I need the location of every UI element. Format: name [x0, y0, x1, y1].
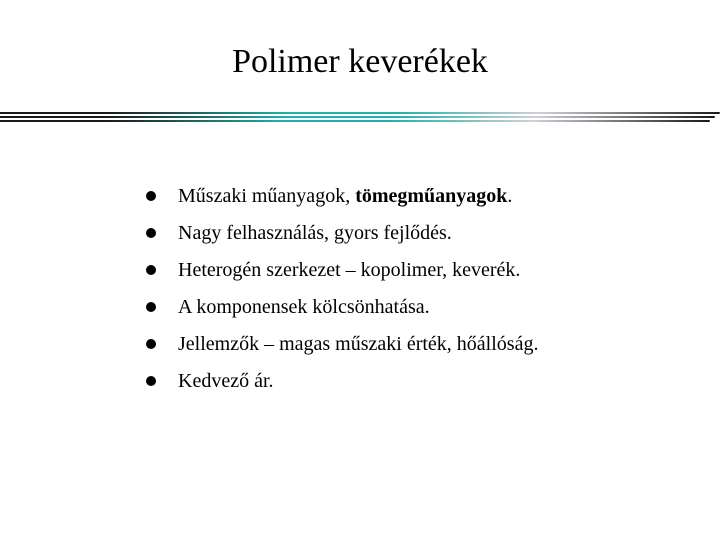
bullet-text — [178, 326, 538, 363]
bullet-text-segment: Kedvező ár. — [178, 370, 274, 392]
bullet-text — [178, 178, 512, 215]
bullet-text-segment: Heterogén szerkezet – kopolimer, keverék. — [178, 259, 521, 281]
bullet-dot-icon — [146, 191, 156, 201]
bullet-text — [178, 289, 430, 326]
bullet-text-segment: Nagy felhasználás, gyors fejlődés. — [178, 222, 452, 244]
bullet-dot-icon — [146, 376, 156, 386]
bullet-text-segment: A komponensek kölcsönhatása. — [178, 296, 430, 318]
slide-title: Polimer keverékek — [232, 43, 488, 80]
bullet-dot-icon — [146, 302, 156, 312]
bullet-text — [178, 252, 520, 289]
rule-line-1 — [0, 112, 720, 114]
bullet-text-segment: Jellemzők – magas műszaki érték, hőállóság. — [178, 333, 539, 355]
bullet-dot-icon — [146, 265, 156, 275]
bullet-text — [178, 363, 274, 400]
bullet-dot-icon — [146, 339, 156, 349]
rule-line-2 — [0, 116, 715, 118]
bullet-dot-icon — [146, 228, 156, 238]
bullet-text-segment: Műszaki műanyagok, — [178, 185, 356, 207]
rule-line-3 — [0, 120, 710, 122]
bullet-text — [178, 215, 452, 252]
title-underline-rule — [0, 112, 720, 126]
bullet-text-segment: . — [507, 185, 513, 207]
bullet-text-bold-segment: tömegműanyagok — [355, 185, 508, 207]
